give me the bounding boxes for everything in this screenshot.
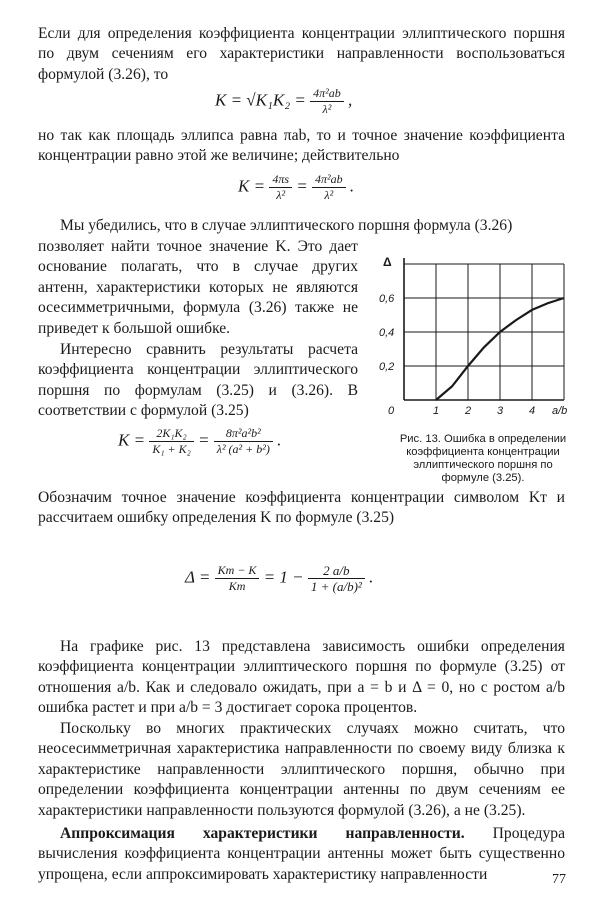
x-tick-label: 1 [433, 405, 440, 417]
paragraph-intro: Если для определения коэффициента концентрации эллиптического поршня по двум сечениям его характеристики направленности воспользоваться формулой (3.26), то [38, 25, 565, 83]
error-chart [378, 252, 574, 422]
paragraph-practical: Поскольку во многих практических случаях можно считать, что неосесимметричная характеристика направленности по своему виду близка к характеристике направленности эллиптического поршня, обычно при определении коэффициента концентрации антенны по двум сечениям ее характеристики направленности пользуются формулой (3.26), а не (3.25). [38, 720, 565, 819]
y-tick-label: 0,2 [379, 361, 395, 373]
paragraph-conclusion: позволяет найти точное значение K. Это дает основание полагать, что в случае других антенн, характеристики которых не являются осесимметричными, формула (3.26) также не приведет к большой ошибке. [38, 238, 358, 337]
y-axis-label: Δ [383, 255, 392, 269]
formula-exact-k: K = $\frac{4\pi s}{\text{λ²}}$ = $\frac{\text{4π²ab}}{\text{λ²}}$ . [238, 172, 355, 202]
paragraph-ellipse-area: но так как площадь эллипса равна πab, то и точное значение коэффициента концентрации равно этой же величине; действительно [38, 127, 565, 165]
paragraph-graph-description: На графике рис. 13 представлена зависимость ошибки определения коэффициента концентрации эллиптического поршня по формуле (3.25) от отношения a/b. Как и следовало ожидать, при a = b и Δ = 0, но с ростом a/b ошибка растет и при a/b = 3 достигает сорока процентов. [38, 638, 565, 717]
paragraph-conclusion-first-line: Мы убедились, что в случае эллиптического поршня формула (3.26) [60, 217, 513, 234]
chart-grid [404, 264, 564, 400]
paragraph-define-error: Обозначим точное значение коэффициента концентрации символом Kт и рассчитаем ошибку определения K по формуле (3.25) [38, 489, 565, 527]
x-tick-label: 2 [465, 405, 472, 417]
paragraph-approximation: Аппроксимация характеристики направленности. Процедура вычисления коэффициента концентрации антенны может быть существенно упрощена, если аппроксимировать характеристику направленности [38, 825, 566, 883]
x-tick-label: 0 [388, 405, 395, 417]
paragraph-compare: Интересно сравнить результаты расчета коэффициента концентрации эллиптического поршня по формулам (3.25) и (3.26). В соответствии с формулой (3.25) [38, 341, 358, 420]
figure-caption: Рис. 13. Ошибка в определении коэффициента концентрации эллиптического поршня по формуле (3.25). [399, 433, 567, 484]
chart-axes [404, 258, 564, 400]
formula-error: Δ = $\frac{Kт - K}{Kт}$ = 1 − $\frac{2 a/b}{\text{1 + (a/b)²}}$ . [185, 563, 374, 594]
page-number: 77 [552, 872, 566, 887]
x-tick-label: 3 [497, 405, 504, 417]
formula-3-26-eval: K = √K₁K₂ = $\frac{\text{4π²ab}}{\text{λ²}}$ , [215, 86, 353, 116]
x-axis-label: a/b [552, 405, 568, 417]
chart-ticks [379, 293, 535, 417]
section-heading: Аппроксимация характеристики направленности. [60, 825, 465, 842]
x-tick-label: 4 [529, 405, 536, 417]
y-tick-label: 0,4 [379, 327, 395, 339]
y-tick-label: 0,6 [379, 293, 395, 305]
formula-3-25-eval: K = $\frac{\text{2K₁K₂}}{\text{K₁ + K₂}}$ = $\frac{\text{8π²a²b²}}{\text{λ² (a² + b²)}}$ . [118, 426, 282, 456]
